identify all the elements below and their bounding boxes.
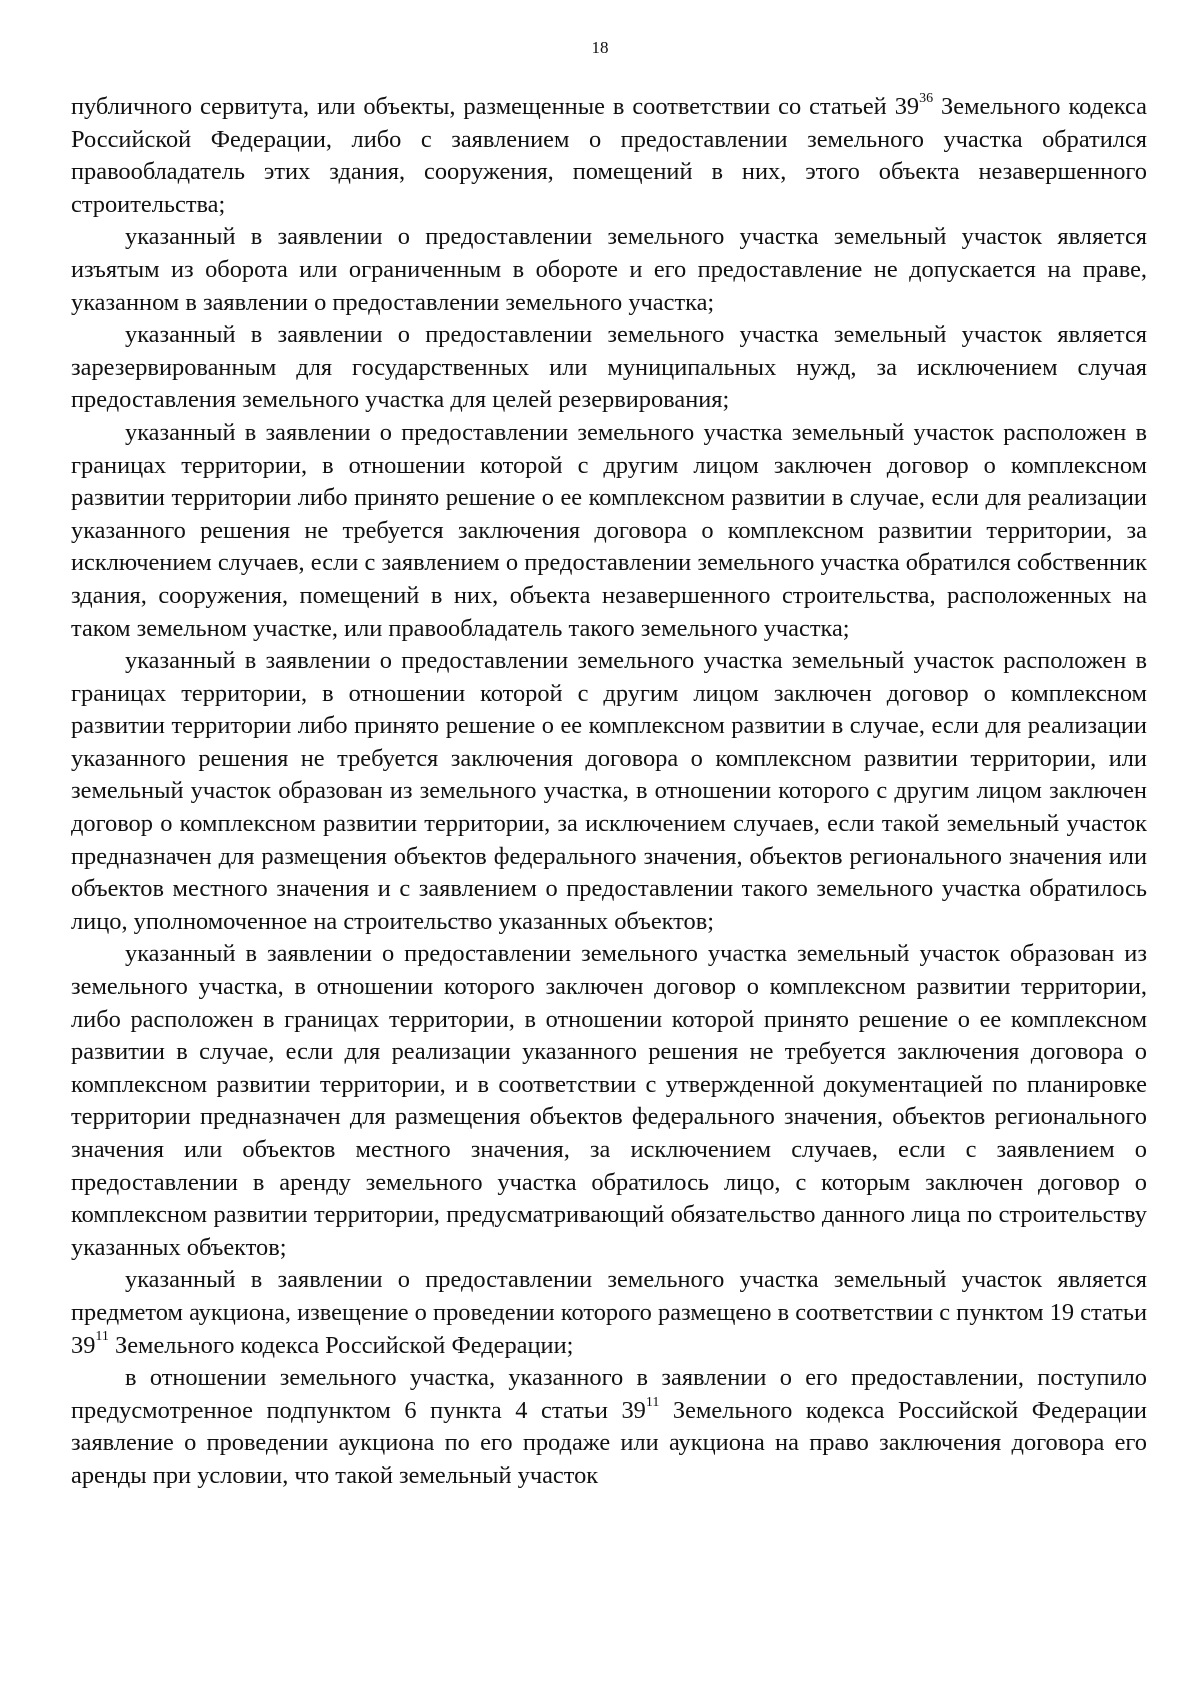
paragraph-text: в отношении земельного участка, указанного в заявлении о его предоставлении, поступило предусмотренное подпунктом 6 пункта 4 статьи 39: [71, 1364, 1147, 1424]
document-body: [71, 91, 1147, 1493]
paragraph-text: Земельного кодекса Российской Федерации, либо с заявлением о предоставлении земельного участка обратился правообладатель этих здания, сооружения, помещений в них, этого объекта незавершенного строительства;: [71, 93, 1147, 218]
paragraph: [71, 221, 1147, 319]
paragraph-text: Земельного кодекса Российской Федерации;: [108, 1331, 574, 1359]
paragraph-text: публичного сервитута, или объекты, размещенные в соответствии со статьей 39: [71, 93, 920, 120]
paragraph: [71, 91, 1147, 221]
paragraph: [71, 1264, 1147, 1362]
paragraph-text: указанный в заявлении о предоставлении земельного участка земельный участок является изъятым из оборота или ограниченным в обороте и его предоставление не допускается на праве, указанном в заявлении о предоставлении земельного участка;: [71, 223, 1147, 316]
page-number: 18: [591, 38, 609, 57]
paragraph-text: указанный в заявлении о предоставлении земельного участка земельный участок является предметом аукциона, извещение о проведении которого размещено в соответствии с пунктом 19 статьи 39: [71, 1266, 1147, 1359]
paragraph-text: Земельного кодекса Российской Федерации заявление о проведении аукциона по его продаже или аукциона на право заключения договора его аренды при условии, что такой земельный участок: [71, 1396, 1147, 1489]
paragraph-text: указанный в заявлении о предоставлении земельного участка земельный участок образован из земельного участка, в отношении которого заключен договор о комплексном развитии территории, либо расположен в границах территории, в отношении которой принято решение о ее комплексном развитии в случае, если для реализации указанного решения не требуется заключения договора о комплексном развитии территории, и в соответствии с утвержденной документацией по планировке территории предназначен для размещения объектов федерального значения, объектов регионального значения или объектов местного значения, за исключением случаев, если с заявлением о предоставлении в аренду земельного участка обратилось лицо, с которым заключен договор о комплексном развитии территории, предусматривающий обязательство данного лица по строительству указанных объектов;: [71, 940, 1147, 1261]
superscript: 36: [919, 90, 934, 106]
paragraph: [71, 938, 1147, 1264]
paragraph: [71, 319, 1147, 417]
paragraph: [71, 1362, 1147, 1492]
paragraph-text: указанный в заявлении о предоставлении земельного участка земельный участок расположен в границах территории, в отношении которой с другим лицом заключен договор о комплексном развитии территории либо принято решение о ее комплексном развитии в случае, если для реализации указанного решения не требуется заключения договора о комплексном развитии территории, или земельный участок образован из земельного участка, в отношении которого с другим лицом заключен договор о комплексном развитии территории, за исключением случаев, если такой земельный участок предназначен для размещения объектов федерального значения, объектов регионального значения или объектов местного значения и с заявлением о предоставлении такого земельного участка обратилось лицо, уполномоченное на строительство указанных объектов;: [71, 647, 1147, 935]
paragraph-text: указанный в заявлении о предоставлении земельного участка земельный участок является зарезервированным для государственных или муниципальных нужд, за исключением случая предоставления земельного участка для целей резервирования;: [71, 321, 1147, 414]
paragraph-text: указанный в заявлении о предоставлении земельного участка земельный участок расположен в границах территории, в отношении которой с другим лицом заключен договор о комплексном развитии территории либо принято решение о ее комплексном развитии в случае, если для реализации указанного решения не требуется заключения договора о комплексном развитии территории, за исключением случаев, если с заявлением о предоставлении земельного участка обратился собственник здания, сооружения, помещений в них, объекта незавершенного строительства, расположенных на таком земельном участке, или правообладатель такого земельного участка;: [71, 418, 1147, 642]
superscript: 11: [645, 1394, 660, 1410]
superscript: 11: [95, 1329, 109, 1345]
paragraph: [71, 417, 1147, 645]
paragraph: [71, 645, 1147, 938]
